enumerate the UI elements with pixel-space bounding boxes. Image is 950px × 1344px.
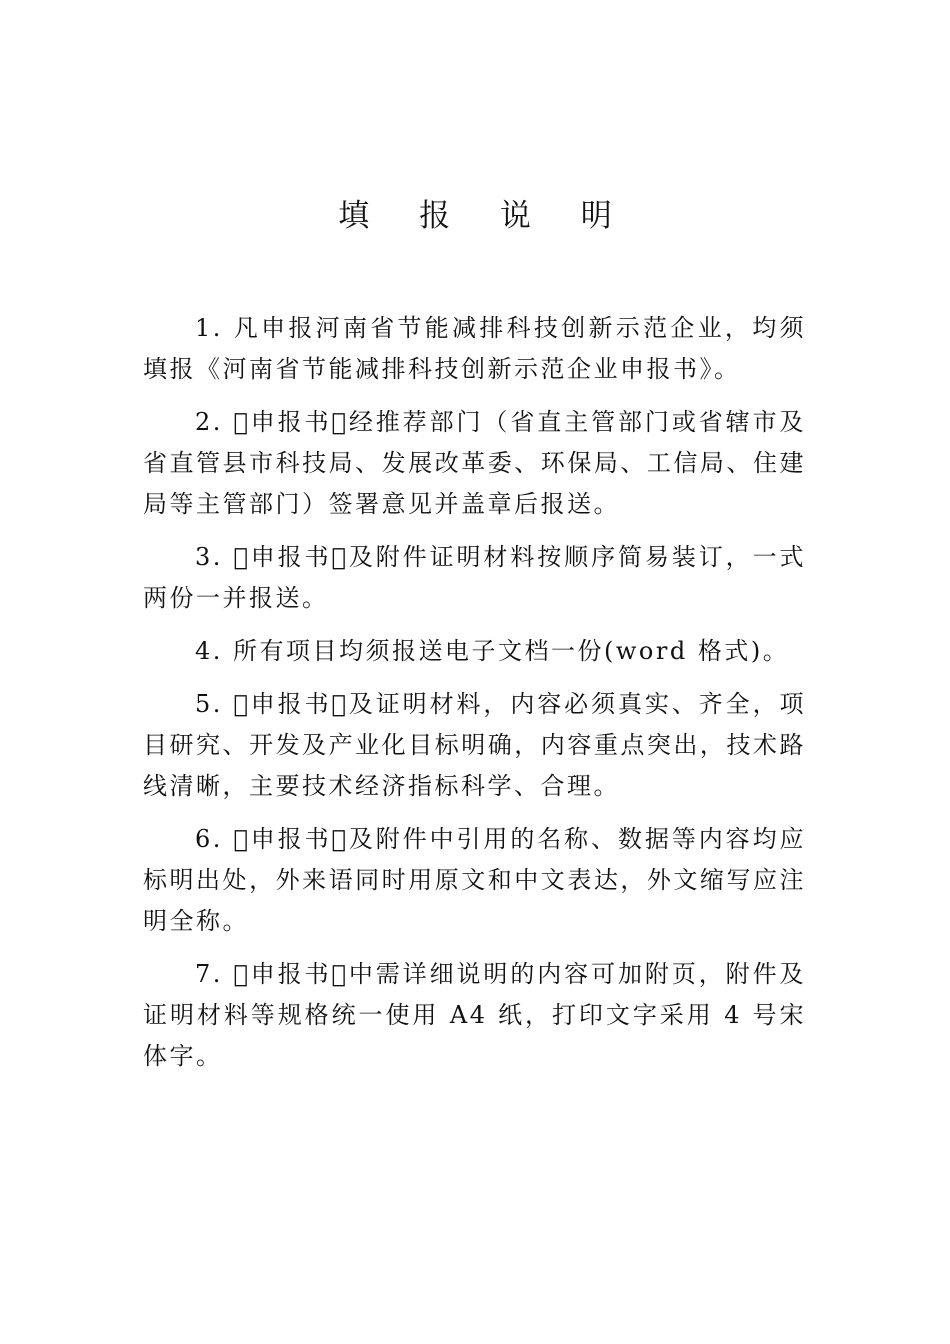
instruction-item: 7. ￿申报书￿中需详细说明的内容可加附页，附件及证明材料等规格统一使用 A4 纸，打印文字采用 4 号宋体字。 (143, 960, 806, 1070)
instruction-item: 1. 凡申报河南省节能减排科技创新示范企业，均须填报《河南省节能减排科技创新示范企业申报书》。 (143, 314, 806, 383)
instruction-item: 4. 所有项目均须报送电子文档一份(word 格式)。 (195, 637, 790, 665)
instruction-item: 5. ￿申报书￿及证明材料，内容必须真实、齐全，项目研究、开发及产业化目标明确，内容重点突出，技术路线清晰，主要技术经济指标科学、合理。 (143, 690, 806, 800)
instructions-list (143, 308, 806, 1089)
instruction-item: 3. ￿申报书￿及附件证明材料按顺序简易装订，一式两份一并报送。 (143, 543, 806, 612)
instruction-item: 2. ￿申报书￿经推荐部门（省直主管部门或省辖市及省直管县市科技局、发展改革委、环保局、工信局、住建局等主管部门）签署意见并盖章后报送。 (143, 408, 806, 518)
instruction-item: 6. ￿申报书￿及附件中引用的名称、数据等内容均应标明出处，外来语同时用原文和中文表达，外文缩写应注明全称。 (143, 825, 806, 935)
page-title: 填 报 说 明 (338, 198, 632, 234)
